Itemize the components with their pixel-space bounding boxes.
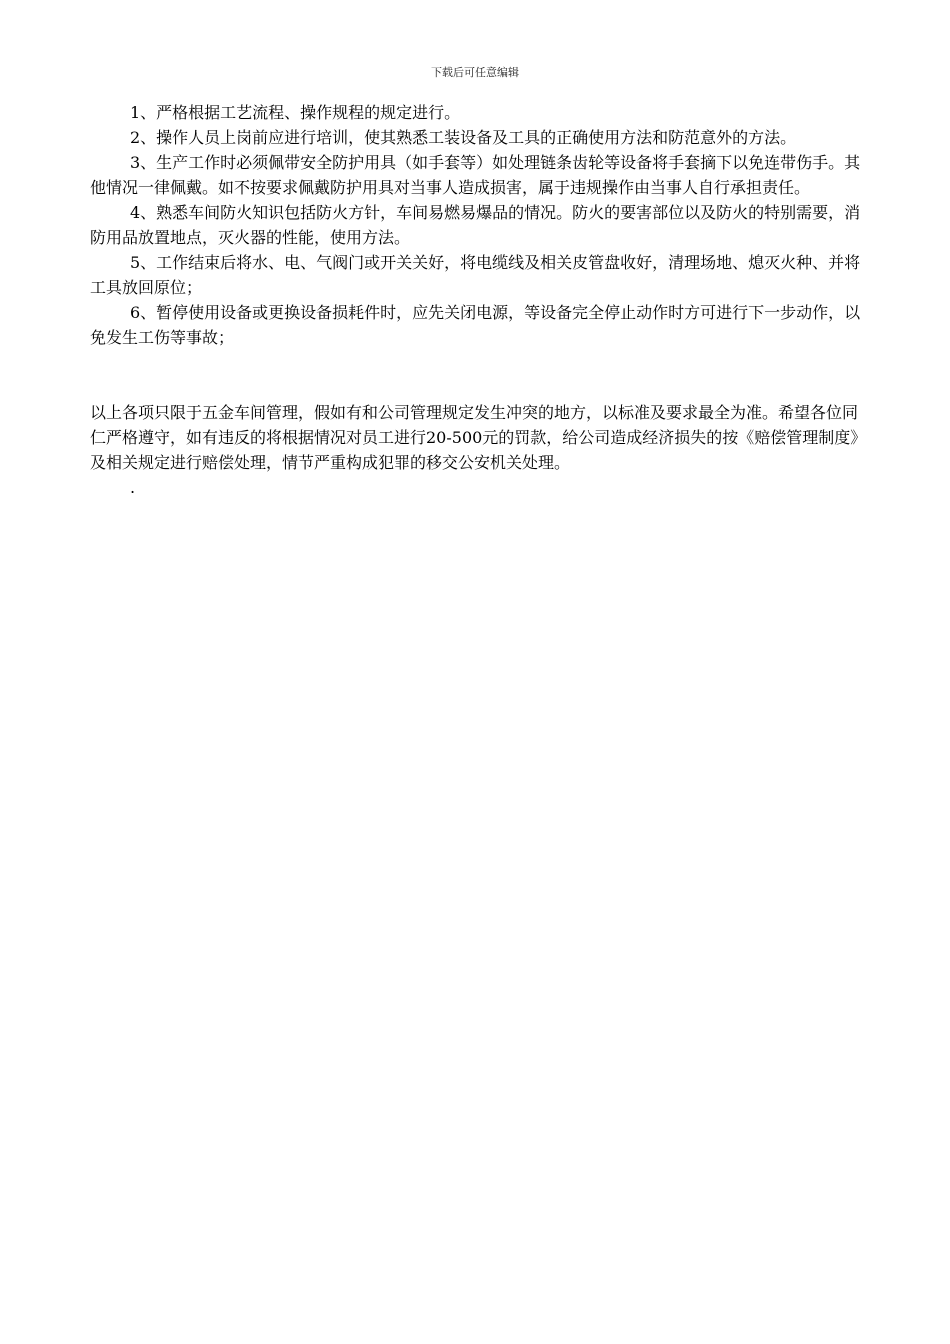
page-header-note: 下载后可任意编辑 xyxy=(431,66,519,79)
closing-paragraph: 以上各项只限于五金车间管理，假如有和公司管理规定发生冲突的地方，以标准及要求最全为准。希望各位同仁严格遵守，如有违反的将根据情况对员工进行20-500元的罚款，给公司造成经济损失的按《赔偿管理制度》及相关规定进行赔偿处理，情节严重构成犯罪的移交公安机关处理。 xyxy=(90,403,867,472)
rule-item-1: 1、严格根据工艺流程、操作规程的规定进行。 xyxy=(130,103,461,122)
trailing-mark: . xyxy=(130,478,136,497)
document-body xyxy=(90,100,870,500)
rule-item-6: 6、暂停使用设备或更换设备损耗件时，应先关闭电源，等设备完全停止动作时方可进行下一步动作，以免发生工伤等事故； xyxy=(90,303,861,347)
rule-item-4: 4、熟悉车间防火知识包括防火方针，车间易燃易爆品的情况。防火的要害部位以及防火的特别需要，消防用品放置地点，灭火器的性能，使用方法。 xyxy=(90,203,861,247)
rule-item-2: 2、操作人员上岗前应进行培训，使其熟悉工装设备及工具的正确使用方法和防范意外的方法。 xyxy=(130,128,797,147)
paragraph-spacer xyxy=(90,350,870,400)
rule-item-5: 5、工作结束后将水、电、气阀门或开关关好，将电缆线及相关皮管盘收好，清理场地、熄灭火种、并将工具放回原位； xyxy=(90,253,861,297)
rule-item-3: 3、生产工作时必须佩带安全防护用具（如手套等）如处理链条齿轮等设备将手套摘下以免连带伤手。其他情况一律佩戴。如不按要求佩戴防护用具对当事人造成损害，属于违规操作由当事人自行承担责任。 xyxy=(90,153,861,197)
